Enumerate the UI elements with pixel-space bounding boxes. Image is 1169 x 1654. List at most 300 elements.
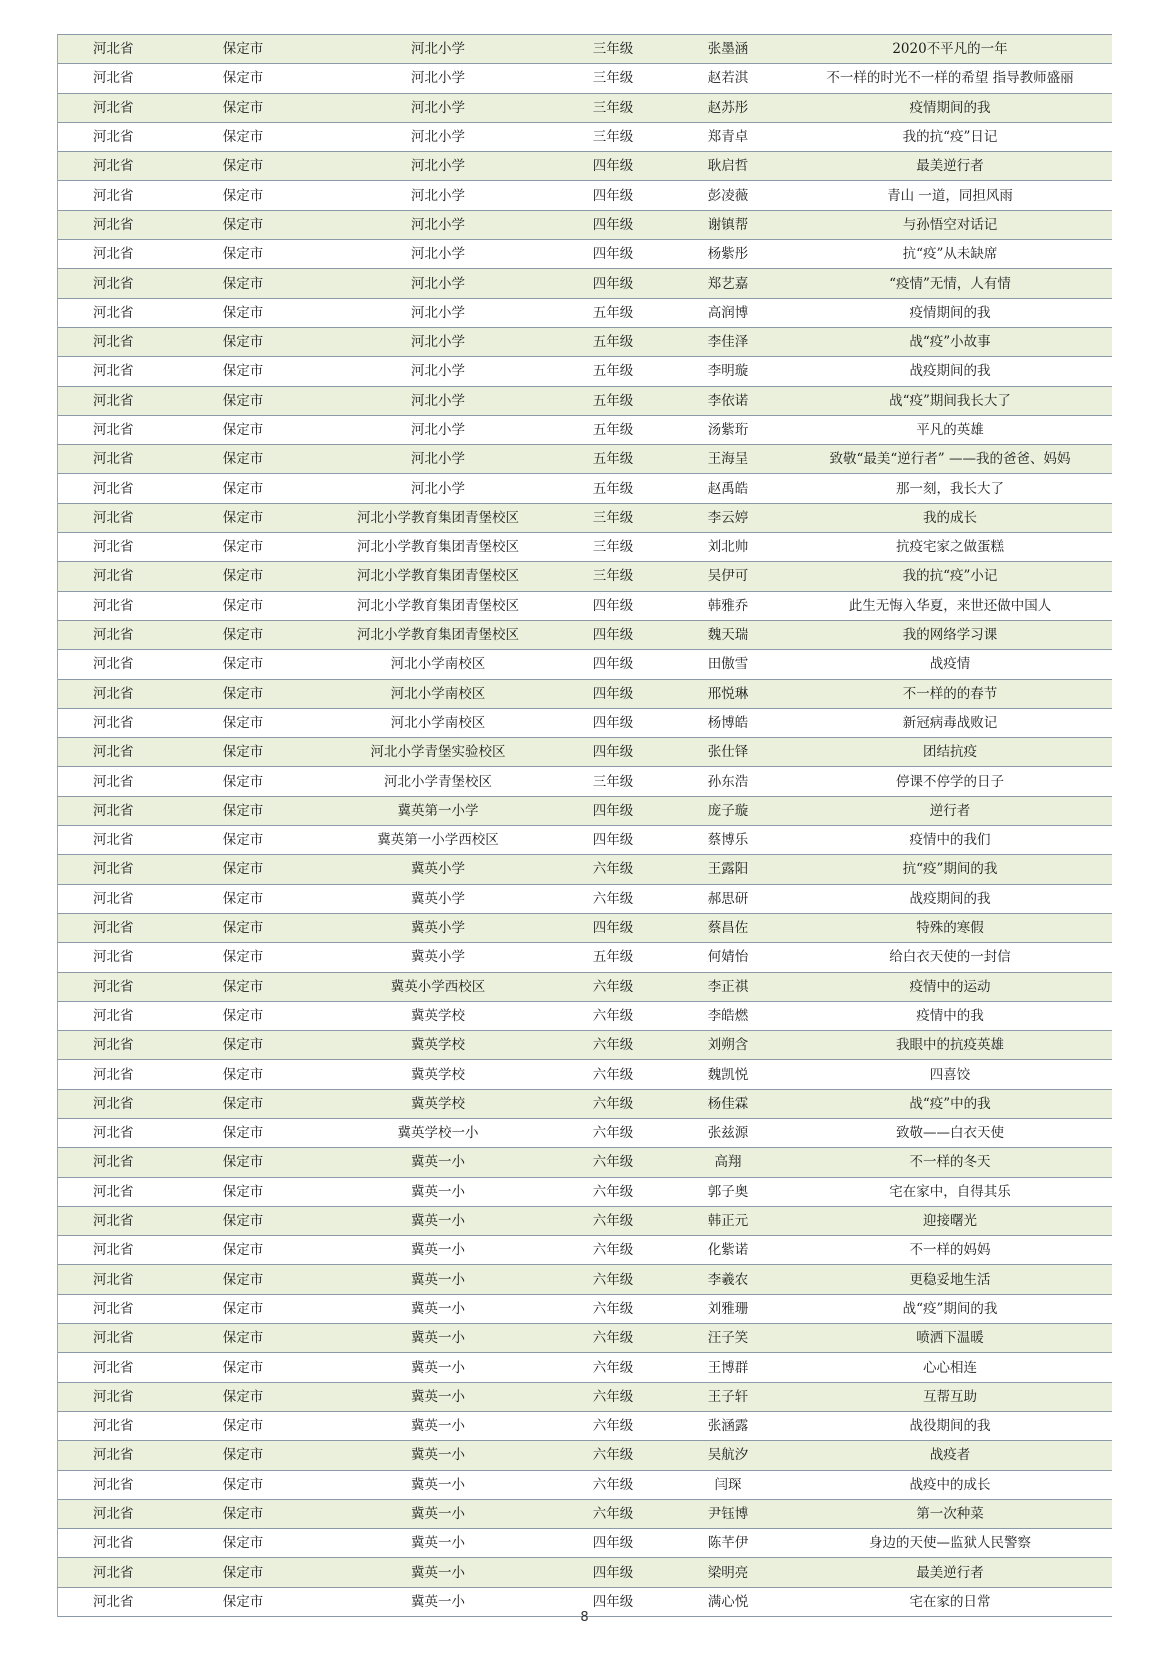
city-cell: 保定市 bbox=[168, 1441, 318, 1470]
province-cell: 河北省 bbox=[58, 591, 168, 620]
city-cell: 保定市 bbox=[168, 767, 318, 796]
grade-cell: 三年级 bbox=[558, 503, 668, 532]
province-cell: 河北省 bbox=[58, 1558, 168, 1587]
city-cell: 保定市 bbox=[168, 210, 318, 239]
school-cell: 冀英一小 bbox=[318, 1529, 558, 1558]
city-cell: 保定市 bbox=[168, 474, 318, 503]
province-cell: 河北省 bbox=[58, 796, 168, 825]
school-cell: 冀英第一小学西校区 bbox=[318, 826, 558, 855]
school-cell: 冀英学校一小 bbox=[318, 1118, 558, 1147]
province-cell: 河北省 bbox=[58, 122, 168, 151]
essay-title-cell: 疫情中的运动 bbox=[788, 972, 1112, 1001]
city-cell: 保定市 bbox=[168, 1089, 318, 1118]
province-cell: 河北省 bbox=[58, 240, 168, 269]
table-row bbox=[58, 533, 1112, 562]
province-cell: 河北省 bbox=[58, 1236, 168, 1265]
province-cell: 河北省 bbox=[58, 767, 168, 796]
province-cell: 河北省 bbox=[58, 1060, 168, 1089]
city-cell: 保定市 bbox=[168, 591, 318, 620]
student-name-cell: 彭凌薇 bbox=[668, 181, 788, 210]
table-row bbox=[58, 884, 1112, 913]
student-name-cell: 杨博皓 bbox=[668, 708, 788, 737]
city-cell: 保定市 bbox=[168, 1382, 318, 1411]
province-cell: 河北省 bbox=[58, 679, 168, 708]
grade-cell: 六年级 bbox=[558, 972, 668, 1001]
school-cell: 冀英一小 bbox=[318, 1470, 558, 1499]
province-cell: 河北省 bbox=[58, 1001, 168, 1030]
essay-title-cell: 特殊的寒假 bbox=[788, 913, 1112, 942]
school-cell: 冀英一小 bbox=[318, 1236, 558, 1265]
student-name-cell: 李云婷 bbox=[668, 503, 788, 532]
table-row bbox=[58, 738, 1112, 767]
province-cell: 河北省 bbox=[58, 386, 168, 415]
city-cell: 保定市 bbox=[168, 386, 318, 415]
grade-cell: 六年级 bbox=[558, 855, 668, 884]
student-name-cell: 杨佳霖 bbox=[668, 1089, 788, 1118]
school-cell: 河北小学教育集团青堡校区 bbox=[318, 503, 558, 532]
school-cell: 河北小学 bbox=[318, 210, 558, 239]
table-row bbox=[58, 93, 1112, 122]
student-name-cell: 王露阳 bbox=[668, 855, 788, 884]
table-row bbox=[58, 650, 1112, 679]
table-row bbox=[58, 298, 1112, 327]
grade-cell: 六年级 bbox=[558, 1411, 668, 1440]
school-cell: 冀英第一小学 bbox=[318, 796, 558, 825]
table-row bbox=[58, 269, 1112, 298]
school-cell: 冀英小学 bbox=[318, 913, 558, 942]
city-cell: 保定市 bbox=[168, 1236, 318, 1265]
province-cell: 河北省 bbox=[58, 93, 168, 122]
city-cell: 保定市 bbox=[168, 826, 318, 855]
grade-cell: 六年级 bbox=[558, 1001, 668, 1030]
grade-cell: 三年级 bbox=[558, 64, 668, 93]
table-row bbox=[58, 474, 1112, 503]
essay-title-cell: 战疫者 bbox=[788, 1441, 1112, 1470]
grade-cell: 四年级 bbox=[558, 1529, 668, 1558]
city-cell: 保定市 bbox=[168, 1177, 318, 1206]
school-cell: 冀英学校 bbox=[318, 1001, 558, 1030]
province-cell: 河北省 bbox=[58, 1353, 168, 1382]
grade-cell: 五年级 bbox=[558, 386, 668, 415]
student-name-cell: 郑艺嘉 bbox=[668, 269, 788, 298]
school-cell: 河北小学 bbox=[318, 152, 558, 181]
province-cell: 河北省 bbox=[58, 533, 168, 562]
table-row bbox=[58, 357, 1112, 386]
province-cell: 河北省 bbox=[58, 913, 168, 942]
grade-cell: 六年级 bbox=[558, 1382, 668, 1411]
student-name-cell: 李正祺 bbox=[668, 972, 788, 1001]
essay-title-cell: 最美逆行者 bbox=[788, 1558, 1112, 1587]
city-cell: 保定市 bbox=[168, 181, 318, 210]
province-cell: 河北省 bbox=[58, 1118, 168, 1147]
student-name-cell: 魏凯悦 bbox=[668, 1060, 788, 1089]
school-cell: 河北小学 bbox=[318, 122, 558, 151]
city-cell: 保定市 bbox=[168, 855, 318, 884]
grade-cell: 三年级 bbox=[558, 533, 668, 562]
entries-table-body bbox=[58, 35, 1112, 1617]
school-cell: 河北小学教育集团青堡校区 bbox=[318, 620, 558, 649]
school-cell: 河北小学南校区 bbox=[318, 650, 558, 679]
school-cell: 河北小学 bbox=[318, 181, 558, 210]
essay-title-cell: 战役期间的我 bbox=[788, 1411, 1112, 1440]
essay-title-cell: 第一次种菜 bbox=[788, 1499, 1112, 1528]
table-row bbox=[58, 1441, 1112, 1470]
city-cell: 保定市 bbox=[168, 445, 318, 474]
student-name-cell: 王海呈 bbox=[668, 445, 788, 474]
province-cell: 河北省 bbox=[58, 298, 168, 327]
province-cell: 河北省 bbox=[58, 210, 168, 239]
table-row bbox=[58, 210, 1112, 239]
essay-title-cell: 战“疫”小故事 bbox=[788, 327, 1112, 356]
essay-title-cell: 不一样的妈妈 bbox=[788, 1236, 1112, 1265]
city-cell: 保定市 bbox=[168, 1148, 318, 1177]
school-cell: 冀英小学西校区 bbox=[318, 972, 558, 1001]
table-row bbox=[58, 562, 1112, 591]
school-cell: 冀英学校 bbox=[318, 1031, 558, 1060]
table-row bbox=[58, 972, 1112, 1001]
table-row bbox=[58, 64, 1112, 93]
school-cell: 冀英学校 bbox=[318, 1089, 558, 1118]
school-cell: 河北小学 bbox=[318, 35, 558, 64]
essay-title-cell: 抗疫宅家之做蛋糕 bbox=[788, 533, 1112, 562]
grade-cell: 三年级 bbox=[558, 93, 668, 122]
table-row bbox=[58, 1411, 1112, 1440]
province-cell: 河北省 bbox=[58, 1470, 168, 1499]
province-cell: 河北省 bbox=[58, 884, 168, 913]
city-cell: 保定市 bbox=[168, 650, 318, 679]
province-cell: 河北省 bbox=[58, 972, 168, 1001]
city-cell: 保定市 bbox=[168, 562, 318, 591]
city-cell: 保定市 bbox=[168, 708, 318, 737]
table-row bbox=[58, 1001, 1112, 1030]
school-cell: 冀英一小 bbox=[318, 1558, 558, 1587]
province-cell: 河北省 bbox=[58, 181, 168, 210]
essay-title-cell: 抗“疫”期间的我 bbox=[788, 855, 1112, 884]
table-row bbox=[58, 1353, 1112, 1382]
table-row bbox=[58, 708, 1112, 737]
student-name-cell: 梁明亮 bbox=[668, 1558, 788, 1587]
student-name-cell: 邢悦琳 bbox=[668, 679, 788, 708]
student-name-cell: 满心悦 bbox=[668, 1587, 788, 1616]
city-cell: 保定市 bbox=[168, 533, 318, 562]
school-cell: 冀英小学 bbox=[318, 943, 558, 972]
city-cell: 保定市 bbox=[168, 796, 318, 825]
province-cell: 河北省 bbox=[58, 1324, 168, 1353]
student-name-cell: 蔡昌佐 bbox=[668, 913, 788, 942]
table-row bbox=[58, 620, 1112, 649]
student-name-cell: 孙东浩 bbox=[668, 767, 788, 796]
student-name-cell: 刘雅珊 bbox=[668, 1294, 788, 1323]
city-cell: 保定市 bbox=[168, 913, 318, 942]
table-row bbox=[58, 826, 1112, 855]
school-cell: 河北小学南校区 bbox=[318, 708, 558, 737]
city-cell: 保定市 bbox=[168, 152, 318, 181]
essay-title-cell: 抗“疫”从未缺席 bbox=[788, 240, 1112, 269]
student-name-cell: 李皓燃 bbox=[668, 1001, 788, 1030]
essay-title-cell: 我的网络学习课 bbox=[788, 620, 1112, 649]
essay-title-cell: 给白衣天使的一封信 bbox=[788, 943, 1112, 972]
school-cell: 冀英一小 bbox=[318, 1148, 558, 1177]
essay-title-cell: 不一样的冬天 bbox=[788, 1148, 1112, 1177]
essay-title-cell: 喷洒下温暖 bbox=[788, 1324, 1112, 1353]
province-cell: 河北省 bbox=[58, 445, 168, 474]
student-name-cell: 张墨涵 bbox=[668, 35, 788, 64]
grade-cell: 四年级 bbox=[558, 738, 668, 767]
essay-title-cell: 我的抗“疫”小记 bbox=[788, 562, 1112, 591]
city-cell: 保定市 bbox=[168, 620, 318, 649]
table-row bbox=[58, 1118, 1112, 1147]
grade-cell: 五年级 bbox=[558, 327, 668, 356]
grade-cell: 五年级 bbox=[558, 298, 668, 327]
school-cell: 冀英一小 bbox=[318, 1499, 558, 1528]
school-cell: 河北小学教育集团青堡校区 bbox=[318, 533, 558, 562]
student-name-cell: 汤紫珩 bbox=[668, 415, 788, 444]
grade-cell: 六年级 bbox=[558, 1294, 668, 1323]
table-row bbox=[58, 445, 1112, 474]
student-name-cell: 韩雅乔 bbox=[668, 591, 788, 620]
table-row bbox=[58, 1558, 1112, 1587]
city-cell: 保定市 bbox=[168, 1470, 318, 1499]
table-row bbox=[58, 943, 1112, 972]
city-cell: 保定市 bbox=[168, 1031, 318, 1060]
table-row bbox=[58, 1089, 1112, 1118]
school-cell: 冀英一小 bbox=[318, 1206, 558, 1235]
grade-cell: 四年级 bbox=[558, 650, 668, 679]
province-cell: 河北省 bbox=[58, 1441, 168, 1470]
table-row bbox=[58, 240, 1112, 269]
grade-cell: 六年级 bbox=[558, 1177, 668, 1206]
school-cell: 冀英一小 bbox=[318, 1411, 558, 1440]
city-cell: 保定市 bbox=[168, 1265, 318, 1294]
city-cell: 保定市 bbox=[168, 503, 318, 532]
student-name-cell: 刘北帅 bbox=[668, 533, 788, 562]
table-row bbox=[58, 503, 1112, 532]
school-cell: 河北小学 bbox=[318, 386, 558, 415]
student-name-cell: 吴伊可 bbox=[668, 562, 788, 591]
province-cell: 河北省 bbox=[58, 1206, 168, 1235]
province-cell: 河北省 bbox=[58, 1411, 168, 1440]
grade-cell: 六年级 bbox=[558, 1206, 668, 1235]
school-cell: 冀英一小 bbox=[318, 1177, 558, 1206]
student-name-cell: 张涵露 bbox=[668, 1411, 788, 1440]
essay-title-cell: 战“疫”期间我长大了 bbox=[788, 386, 1112, 415]
table-row bbox=[58, 855, 1112, 884]
province-cell: 河北省 bbox=[58, 327, 168, 356]
city-cell: 保定市 bbox=[168, 298, 318, 327]
student-name-cell: 吴航汐 bbox=[668, 1441, 788, 1470]
table-row bbox=[58, 386, 1112, 415]
school-cell: 河北小学青堡校区 bbox=[318, 767, 558, 796]
city-cell: 保定市 bbox=[168, 972, 318, 1001]
essay-title-cell: 疫情期间的我 bbox=[788, 298, 1112, 327]
essay-title-cell: 逆行者 bbox=[788, 796, 1112, 825]
province-cell: 河北省 bbox=[58, 1529, 168, 1558]
city-cell: 保定市 bbox=[168, 1060, 318, 1089]
table-row bbox=[58, 1060, 1112, 1089]
school-cell: 冀英一小 bbox=[318, 1294, 558, 1323]
school-cell: 河北小学教育集团青堡校区 bbox=[318, 562, 558, 591]
table-row bbox=[58, 1499, 1112, 1528]
grade-cell: 四年级 bbox=[558, 210, 668, 239]
essay-title-cell: 我眼中的抗疫英雄 bbox=[788, 1031, 1112, 1060]
province-cell: 河北省 bbox=[58, 35, 168, 64]
city-cell: 保定市 bbox=[168, 679, 318, 708]
student-name-cell: 张兹源 bbox=[668, 1118, 788, 1147]
student-name-cell: 王子轩 bbox=[668, 1382, 788, 1411]
city-cell: 保定市 bbox=[168, 35, 318, 64]
school-cell: 冀英小学 bbox=[318, 855, 558, 884]
city-cell: 保定市 bbox=[168, 1411, 318, 1440]
essay-title-cell: 四喜饺 bbox=[788, 1060, 1112, 1089]
table-row bbox=[58, 1294, 1112, 1323]
province-cell: 河北省 bbox=[58, 738, 168, 767]
table-row bbox=[58, 1529, 1112, 1558]
table-row bbox=[58, 1206, 1112, 1235]
province-cell: 河北省 bbox=[58, 415, 168, 444]
school-cell: 冀英一小 bbox=[318, 1382, 558, 1411]
student-name-cell: 魏天瑞 bbox=[668, 620, 788, 649]
student-name-cell: 王博群 bbox=[668, 1353, 788, 1382]
province-cell: 河北省 bbox=[58, 943, 168, 972]
grade-cell: 四年级 bbox=[558, 240, 668, 269]
essay-title-cell: 战疫期间的我 bbox=[788, 884, 1112, 913]
grade-cell: 四年级 bbox=[558, 269, 668, 298]
essay-title-cell: 战疫期间的我 bbox=[788, 357, 1112, 386]
grade-cell: 三年级 bbox=[558, 767, 668, 796]
city-cell: 保定市 bbox=[168, 943, 318, 972]
essay-title-cell: 战“疫”期间的我 bbox=[788, 1294, 1112, 1323]
province-cell: 河北省 bbox=[58, 1031, 168, 1060]
student-name-cell: 张仕铎 bbox=[668, 738, 788, 767]
grade-cell: 六年级 bbox=[558, 1353, 668, 1382]
table-row bbox=[58, 1031, 1112, 1060]
grade-cell: 四年级 bbox=[558, 620, 668, 649]
school-cell: 河北小学 bbox=[318, 240, 558, 269]
table-row bbox=[58, 1324, 1112, 1353]
city-cell: 保定市 bbox=[168, 1118, 318, 1147]
table-row bbox=[58, 122, 1112, 151]
essay-title-cell: 身边的天使—监狱人民警察 bbox=[788, 1529, 1112, 1558]
student-name-cell: 李依诺 bbox=[668, 386, 788, 415]
grade-cell: 四年级 bbox=[558, 913, 668, 942]
essay-title-cell: 战疫情 bbox=[788, 650, 1112, 679]
table-row bbox=[58, 1177, 1112, 1206]
student-name-cell: 杨紫彤 bbox=[668, 240, 788, 269]
school-cell: 河北小学教育集团青堡校区 bbox=[318, 591, 558, 620]
province-cell: 河北省 bbox=[58, 708, 168, 737]
grade-cell: 五年级 bbox=[558, 415, 668, 444]
grade-cell: 六年级 bbox=[558, 1236, 668, 1265]
essay-title-cell: 疫情中的我们 bbox=[788, 826, 1112, 855]
essay-title-cell: 2020不平凡的一年 bbox=[788, 35, 1112, 64]
table-row bbox=[58, 1236, 1112, 1265]
student-name-cell: 韩正元 bbox=[668, 1206, 788, 1235]
province-cell: 河北省 bbox=[58, 474, 168, 503]
essay-title-cell: 平凡的英雄 bbox=[788, 415, 1112, 444]
city-cell: 保定市 bbox=[168, 1587, 318, 1616]
grade-cell: 三年级 bbox=[558, 562, 668, 591]
student-name-cell: 刘朔含 bbox=[668, 1031, 788, 1060]
province-cell: 河北省 bbox=[58, 1265, 168, 1294]
essay-title-cell: 不一样的时光不一样的希望 指导教师盛丽 bbox=[788, 64, 1112, 93]
essay-title-cell: 致敬“最美“逆行者” ——我的爸爸、妈妈 bbox=[788, 445, 1112, 474]
essay-title-cell: 疫情期间的我 bbox=[788, 93, 1112, 122]
city-cell: 保定市 bbox=[168, 1294, 318, 1323]
province-cell: 河北省 bbox=[58, 64, 168, 93]
province-cell: 河北省 bbox=[58, 1382, 168, 1411]
grade-cell: 四年级 bbox=[558, 708, 668, 737]
city-cell: 保定市 bbox=[168, 1529, 318, 1558]
school-cell: 冀英一小 bbox=[318, 1441, 558, 1470]
grade-cell: 三年级 bbox=[558, 122, 668, 151]
school-cell: 河北小学 bbox=[318, 64, 558, 93]
table-row bbox=[58, 679, 1112, 708]
province-cell: 河北省 bbox=[58, 1148, 168, 1177]
school-cell: 冀英学校 bbox=[318, 1060, 558, 1089]
table-row bbox=[58, 1265, 1112, 1294]
table-row bbox=[58, 796, 1112, 825]
grade-cell: 五年级 bbox=[558, 474, 668, 503]
student-name-cell: 陈芊伊 bbox=[668, 1529, 788, 1558]
grade-cell: 四年级 bbox=[558, 826, 668, 855]
student-name-cell: 郑青卓 bbox=[668, 122, 788, 151]
student-name-cell: 闫琛 bbox=[668, 1470, 788, 1499]
essay-title-cell: 那一刻，我长大了 bbox=[788, 474, 1112, 503]
grade-cell: 六年级 bbox=[558, 884, 668, 913]
province-cell: 河北省 bbox=[58, 650, 168, 679]
essay-title-cell: 我的抗“疫”日记 bbox=[788, 122, 1112, 151]
grade-cell: 四年级 bbox=[558, 181, 668, 210]
city-cell: 保定市 bbox=[168, 415, 318, 444]
school-cell: 冀英一小 bbox=[318, 1265, 558, 1294]
school-cell: 冀英一小 bbox=[318, 1324, 558, 1353]
school-cell: 河北小学 bbox=[318, 445, 558, 474]
province-cell: 河北省 bbox=[58, 562, 168, 591]
student-name-cell: 何婧怡 bbox=[668, 943, 788, 972]
table-row bbox=[58, 415, 1112, 444]
school-cell: 河北小学 bbox=[318, 269, 558, 298]
school-cell: 河北小学 bbox=[318, 93, 558, 122]
grade-cell: 四年级 bbox=[558, 152, 668, 181]
grade-cell: 四年级 bbox=[558, 679, 668, 708]
province-cell: 河北省 bbox=[58, 855, 168, 884]
student-name-cell: 尹钰博 bbox=[668, 1499, 788, 1528]
city-cell: 保定市 bbox=[168, 884, 318, 913]
table-row bbox=[58, 1470, 1112, 1499]
school-cell: 河北小学青堡实验校区 bbox=[318, 738, 558, 767]
province-cell: 河北省 bbox=[58, 152, 168, 181]
city-cell: 保定市 bbox=[168, 1324, 318, 1353]
school-cell: 河北小学南校区 bbox=[318, 679, 558, 708]
school-cell: 河北小学 bbox=[318, 474, 558, 503]
province-cell: 河北省 bbox=[58, 826, 168, 855]
grade-cell: 六年级 bbox=[558, 1118, 668, 1147]
province-cell: 河北省 bbox=[58, 1177, 168, 1206]
student-name-cell: 谢镇帮 bbox=[668, 210, 788, 239]
essay-title-cell: 团结抗疫 bbox=[788, 738, 1112, 767]
entries-table bbox=[58, 34, 1112, 1617]
grade-cell: 六年级 bbox=[558, 1324, 668, 1353]
grade-cell: 四年级 bbox=[558, 1587, 668, 1616]
essay-title-cell: 战“疫”中的我 bbox=[788, 1089, 1112, 1118]
student-name-cell: 高润博 bbox=[668, 298, 788, 327]
grade-cell: 六年级 bbox=[558, 1470, 668, 1499]
city-cell: 保定市 bbox=[168, 357, 318, 386]
student-name-cell: 汪子笑 bbox=[668, 1324, 788, 1353]
essay-title-cell: 与孙悟空对话记 bbox=[788, 210, 1112, 239]
grade-cell: 六年级 bbox=[558, 1499, 668, 1528]
school-cell: 冀英一小 bbox=[318, 1353, 558, 1382]
